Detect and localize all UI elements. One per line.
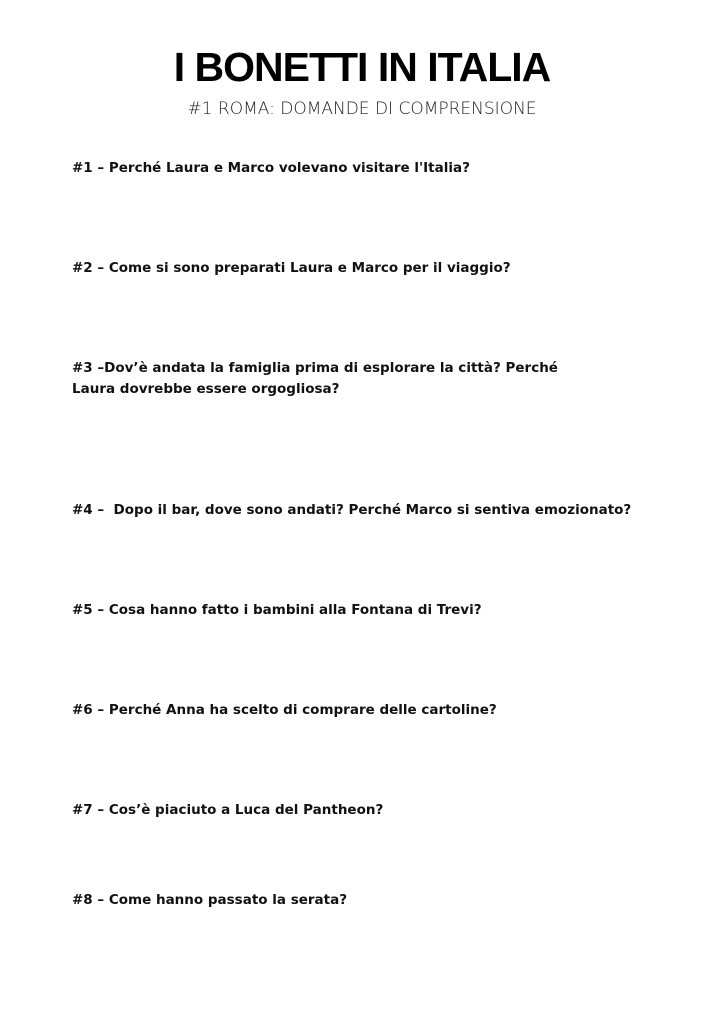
question-7: #7 – Cos’è piaciuto a Luca del Pantheon? xyxy=(72,802,384,818)
question-2: #2 – Come si sono preparati Laura e Marco per il viaggio? xyxy=(72,260,511,276)
question-5: #5 – Cosa hanno fatto i bambini alla Fontana di Trevi? xyxy=(72,602,482,618)
question-1: #1 – Perché Laura e Marco volevano visitare l'Italia? xyxy=(72,160,470,176)
question-3: #3 –Dov’è andata la famiglia prima di esplorare la città? Perché Laura dovrebbe essere orgogliosa? xyxy=(72,360,563,397)
page-subtitle: #1 ROMA: DOMANDE DI COMPRENSIONE xyxy=(187,99,537,119)
question-6: #6 – Perché Anna ha scelto di comprare delle cartoline? xyxy=(72,702,497,718)
question-8: #8 – Come hanno passato la serata? xyxy=(72,892,348,908)
page-title: I BONETTI IN ITALIA xyxy=(173,44,551,90)
question-4: #4 – Dopo il bar, dove sono andati? Perché Marco si sentiva emozionato? xyxy=(72,502,632,518)
